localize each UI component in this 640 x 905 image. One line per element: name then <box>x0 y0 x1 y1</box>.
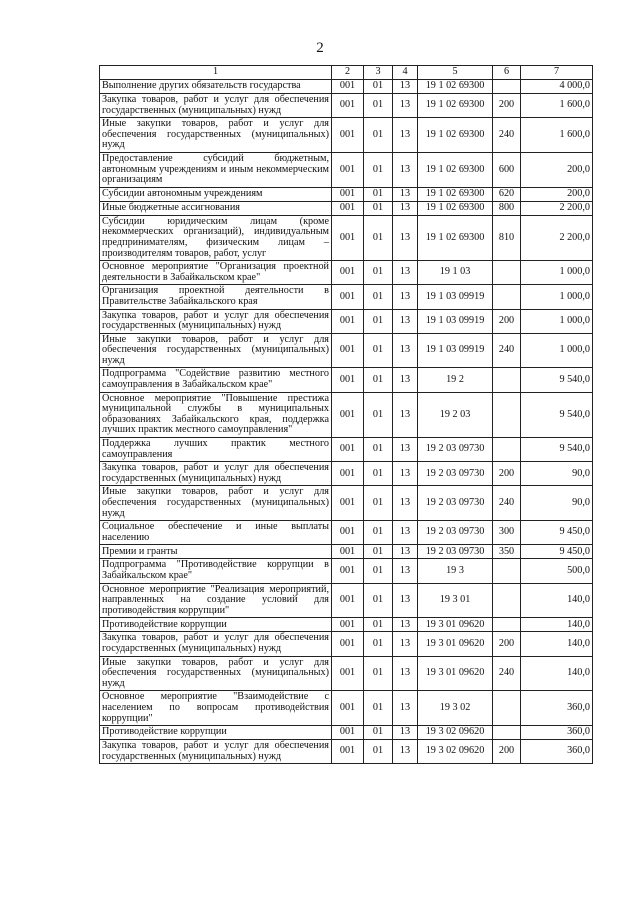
row-target-cell: 19 1 02 69300 <box>418 215 493 260</box>
row-target-cell: 19 2 03 09730 <box>418 486 493 521</box>
row-expense-type-cell: 200 <box>493 462 521 486</box>
row-code-cell: 001 <box>332 309 364 333</box>
row-section-cell: 01 <box>364 462 393 486</box>
row-code-cell: 001 <box>332 392 364 437</box>
row-name-cell: Иные закупки товаров, работ и услуг для обеспечения государственных (муниципальных) нужд <box>100 656 332 691</box>
table-row <box>100 521 593 545</box>
row-subsection-cell: 13 <box>393 215 418 260</box>
row-code-cell: 001 <box>332 118 364 153</box>
row-name-cell: Противодействие коррупции <box>100 726 332 740</box>
row-amount-cell: 1 000,0 <box>521 285 593 309</box>
column-header: 4 <box>393 66 418 80</box>
row-code-cell: 001 <box>332 462 364 486</box>
row-target-cell: 19 3 02 09620 <box>418 740 493 764</box>
table-row <box>100 545 593 559</box>
row-amount-cell: 140,0 <box>521 618 593 632</box>
row-name-cell: Подпрограмма "Содействие развитию местного самоуправления в Забайкальском крае" <box>100 368 332 392</box>
row-section-cell: 01 <box>364 215 393 260</box>
row-target-cell: 19 2 03 09730 <box>418 462 493 486</box>
row-section-cell: 01 <box>364 152 393 187</box>
row-section-cell: 01 <box>364 187 393 201</box>
column-header: 7 <box>521 66 593 80</box>
row-name-cell: Закупка товаров, работ и услуг для обеспечения государственных (муниципальных) нужд <box>100 632 332 656</box>
row-target-cell: 19 2 <box>418 368 493 392</box>
row-code-cell: 001 <box>332 726 364 740</box>
row-code-cell: 001 <box>332 521 364 545</box>
row-subsection-cell: 13 <box>393 309 418 333</box>
row-target-cell: 19 1 03 09919 <box>418 285 493 309</box>
column-header: 1 <box>100 66 332 80</box>
row-section-cell: 01 <box>364 521 393 545</box>
row-amount-cell: 1 600,0 <box>521 118 593 153</box>
row-target-cell: 19 3 01 <box>418 583 493 618</box>
table-row <box>100 215 593 260</box>
budget-table <box>99 65 593 764</box>
row-expense-type-cell: 200 <box>493 740 521 764</box>
row-name-cell: Закупка товаров, работ и услуг для обеспечения государственных (муниципальных) нужд <box>100 309 332 333</box>
row-amount-cell: 9 540,0 <box>521 368 593 392</box>
table-row <box>100 632 593 656</box>
row-code-cell: 001 <box>332 438 364 462</box>
table-row <box>100 80 593 94</box>
row-name-cell: Основное мероприятие "Организация проектной деятельности в Забайкальском крае" <box>100 261 332 285</box>
row-name-cell: Премии и гранты <box>100 545 332 559</box>
row-target-cell: 19 3 <box>418 559 493 583</box>
row-name-cell: Иные бюджетные ассигнования <box>100 201 332 215</box>
row-name-cell: Поддержка лучших практик местного самоуправления <box>100 438 332 462</box>
table-header-row <box>100 66 593 80</box>
row-section-cell: 01 <box>364 368 393 392</box>
row-code-cell: 001 <box>332 80 364 94</box>
table-row <box>100 559 593 583</box>
row-code-cell: 001 <box>332 545 364 559</box>
row-expense-type-cell <box>493 368 521 392</box>
row-expense-type-cell: 240 <box>493 118 521 153</box>
row-code-cell: 001 <box>332 261 364 285</box>
table-row <box>100 691 593 726</box>
row-name-cell: Субсидии юридическим лицам (кроме некоммерческих организаций), индивидуальным предпринимателям, физическим лицам – производителям товаров, работ, услуг <box>100 215 332 260</box>
row-target-cell: 19 2 03 <box>418 392 493 437</box>
row-target-cell: 19 1 03 09919 <box>418 309 493 333</box>
row-amount-cell: 9 450,0 <box>521 521 593 545</box>
row-section-cell: 01 <box>364 392 393 437</box>
row-section-cell: 01 <box>364 80 393 94</box>
row-amount-cell: 90,0 <box>521 462 593 486</box>
row-subsection-cell: 13 <box>393 486 418 521</box>
row-target-cell: 19 1 02 69300 <box>418 118 493 153</box>
column-header: 5 <box>418 66 493 80</box>
table-row <box>100 201 593 215</box>
row-expense-type-cell: 240 <box>493 333 521 368</box>
row-section-cell: 01 <box>364 545 393 559</box>
table-row <box>100 187 593 201</box>
row-subsection-cell: 13 <box>393 545 418 559</box>
row-target-cell: 19 1 03 <box>418 261 493 285</box>
row-target-cell: 19 1 02 69300 <box>418 80 493 94</box>
row-target-cell: 19 3 01 09620 <box>418 618 493 632</box>
row-subsection-cell: 13 <box>393 740 418 764</box>
row-section-cell: 01 <box>364 486 393 521</box>
row-name-cell: Иные закупки товаров, работ и услуг для обеспечения государственных (муниципальных) нужд <box>100 333 332 368</box>
row-expense-type-cell: 200 <box>493 94 521 118</box>
row-expense-type-cell: 810 <box>493 215 521 260</box>
row-subsection-cell: 13 <box>393 691 418 726</box>
row-subsection-cell: 13 <box>393 261 418 285</box>
row-expense-type-cell <box>493 80 521 94</box>
table-row <box>100 392 593 437</box>
row-subsection-cell: 13 <box>393 152 418 187</box>
row-section-cell: 01 <box>364 438 393 462</box>
row-amount-cell: 2 200,0 <box>521 215 593 260</box>
row-name-cell: Основное мероприятие "Повышение престижа муниципальной службы в муниципальных образованиях Забайкальского края, поддержка лучших практик местного самоуправления" <box>100 392 332 437</box>
row-expense-type-cell <box>493 559 521 583</box>
row-subsection-cell: 13 <box>393 368 418 392</box>
row-expense-type-cell <box>493 438 521 462</box>
row-section-cell: 01 <box>364 618 393 632</box>
row-target-cell: 19 1 03 09919 <box>418 333 493 368</box>
row-name-cell: Основное мероприятие "Реализация мероприятий, направленных на создание условий для противодействия коррупции" <box>100 583 332 618</box>
row-code-cell: 001 <box>332 285 364 309</box>
row-section-cell: 01 <box>364 118 393 153</box>
row-section-cell: 01 <box>364 632 393 656</box>
table-row <box>100 740 593 764</box>
row-code-cell: 001 <box>332 215 364 260</box>
row-code-cell: 001 <box>332 740 364 764</box>
row-target-cell: 19 3 01 09620 <box>418 656 493 691</box>
table-row <box>100 438 593 462</box>
row-name-cell: Субсидии автономным учреждениям <box>100 187 332 201</box>
row-subsection-cell: 13 <box>393 80 418 94</box>
row-target-cell: 19 3 02 <box>418 691 493 726</box>
row-subsection-cell: 13 <box>393 632 418 656</box>
row-name-cell: Закупка товаров, работ и услуг для обеспечения государственных (муниципальных) нужд <box>100 94 332 118</box>
row-code-cell: 001 <box>332 656 364 691</box>
row-expense-type-cell: 620 <box>493 187 521 201</box>
row-name-cell: Подпрограмма "Противодействие коррупции в Забайкальском крае" <box>100 559 332 583</box>
row-amount-cell: 2 200,0 <box>521 201 593 215</box>
row-amount-cell: 360,0 <box>521 691 593 726</box>
row-amount-cell: 360,0 <box>521 740 593 764</box>
row-code-cell: 001 <box>332 94 364 118</box>
table-row <box>100 726 593 740</box>
row-expense-type-cell: 600 <box>493 152 521 187</box>
page-number: 2 <box>316 40 324 56</box>
row-subsection-cell: 13 <box>393 462 418 486</box>
row-expense-type-cell: 240 <box>493 486 521 521</box>
row-amount-cell: 1 000,0 <box>521 333 593 368</box>
row-amount-cell: 500,0 <box>521 559 593 583</box>
row-target-cell: 19 3 01 09620 <box>418 632 493 656</box>
row-subsection-cell: 13 <box>393 392 418 437</box>
row-amount-cell: 9 450,0 <box>521 545 593 559</box>
row-code-cell: 001 <box>332 201 364 215</box>
row-name-cell: Социальное обеспечение и иные выплаты населению <box>100 521 332 545</box>
row-code-cell: 001 <box>332 691 364 726</box>
row-expense-type-cell <box>493 691 521 726</box>
row-subsection-cell: 13 <box>393 656 418 691</box>
row-amount-cell: 200,0 <box>521 187 593 201</box>
table-row <box>100 486 593 521</box>
row-section-cell: 01 <box>364 740 393 764</box>
row-section-cell: 01 <box>364 261 393 285</box>
table-row <box>100 152 593 187</box>
row-expense-type-cell <box>493 285 521 309</box>
row-expense-type-cell: 200 <box>493 309 521 333</box>
row-amount-cell: 90,0 <box>521 486 593 521</box>
row-name-cell: Противодействие коррупции <box>100 618 332 632</box>
row-section-cell: 01 <box>364 691 393 726</box>
row-expense-type-cell <box>493 726 521 740</box>
row-expense-type-cell: 800 <box>493 201 521 215</box>
column-header: 6 <box>493 66 521 80</box>
row-section-cell: 01 <box>364 333 393 368</box>
row-amount-cell: 1 000,0 <box>521 261 593 285</box>
row-expense-type-cell: 240 <box>493 656 521 691</box>
row-expense-type-cell <box>493 583 521 618</box>
row-name-cell: Закупка товаров, работ и услуг для обеспечения государственных (муниципальных) нужд <box>100 740 332 764</box>
row-subsection-cell: 13 <box>393 94 418 118</box>
row-expense-type-cell: 200 <box>493 632 521 656</box>
row-section-cell: 01 <box>364 94 393 118</box>
row-amount-cell: 140,0 <box>521 583 593 618</box>
row-section-cell: 01 <box>364 285 393 309</box>
table-row <box>100 368 593 392</box>
row-code-cell: 001 <box>332 333 364 368</box>
row-code-cell: 001 <box>332 583 364 618</box>
row-subsection-cell: 13 <box>393 187 418 201</box>
row-code-cell: 001 <box>332 632 364 656</box>
row-code-cell: 001 <box>332 368 364 392</box>
row-section-cell: 01 <box>364 201 393 215</box>
row-section-cell: 01 <box>364 559 393 583</box>
row-target-cell: 19 1 02 69300 <box>418 187 493 201</box>
row-amount-cell: 1 600,0 <box>521 94 593 118</box>
row-subsection-cell: 13 <box>393 333 418 368</box>
column-header: 2 <box>332 66 364 80</box>
table-row <box>100 656 593 691</box>
row-target-cell: 19 2 03 09730 <box>418 545 493 559</box>
row-expense-type-cell: 300 <box>493 521 521 545</box>
table-row <box>100 618 593 632</box>
row-expense-type-cell: 350 <box>493 545 521 559</box>
table-row <box>100 94 593 118</box>
row-subsection-cell: 13 <box>393 285 418 309</box>
table-row <box>100 583 593 618</box>
table-row <box>100 462 593 486</box>
row-target-cell: 19 1 02 69300 <box>418 94 493 118</box>
row-name-cell: Иные закупки товаров, работ и услуг для обеспечения государственных (муниципальных) нужд <box>100 118 332 153</box>
row-section-cell: 01 <box>364 656 393 691</box>
row-subsection-cell: 13 <box>393 521 418 545</box>
row-section-cell: 01 <box>364 583 393 618</box>
row-section-cell: 01 <box>364 309 393 333</box>
row-code-cell: 001 <box>332 486 364 521</box>
row-code-cell: 001 <box>332 187 364 201</box>
row-code-cell: 001 <box>332 618 364 632</box>
row-amount-cell: 9 540,0 <box>521 438 593 462</box>
row-subsection-cell: 13 <box>393 559 418 583</box>
row-subsection-cell: 13 <box>393 618 418 632</box>
row-subsection-cell: 13 <box>393 726 418 740</box>
table-row <box>100 118 593 153</box>
row-expense-type-cell <box>493 261 521 285</box>
row-subsection-cell: 13 <box>393 201 418 215</box>
row-subsection-cell: 13 <box>393 583 418 618</box>
table-row <box>100 309 593 333</box>
column-header: 3 <box>364 66 393 80</box>
table-row <box>100 285 593 309</box>
row-target-cell: 19 1 02 69300 <box>418 152 493 187</box>
row-name-cell: Иные закупки товаров, работ и услуг для обеспечения государственных (муниципальных) нужд <box>100 486 332 521</box>
row-amount-cell: 140,0 <box>521 656 593 691</box>
row-target-cell: 19 2 03 09730 <box>418 438 493 462</box>
row-expense-type-cell <box>493 618 521 632</box>
row-amount-cell: 4 000,0 <box>521 80 593 94</box>
row-expense-type-cell <box>493 392 521 437</box>
row-name-cell: Основное мероприятие "Взаимодействие с населением по вопросам противодействия коррупции" <box>100 691 332 726</box>
row-amount-cell: 9 540,0 <box>521 392 593 437</box>
row-name-cell: Выполнение других обязательств государства <box>100 80 332 94</box>
row-amount-cell: 360,0 <box>521 726 593 740</box>
row-section-cell: 01 <box>364 726 393 740</box>
table-row <box>100 333 593 368</box>
row-name-cell: Предоставление субсидий бюджетным, автономным учреждениям и иным некоммерческим организациям <box>100 152 332 187</box>
row-name-cell: Закупка товаров, работ и услуг для обеспечения государственных (муниципальных) нужд <box>100 462 332 486</box>
row-amount-cell: 1 000,0 <box>521 309 593 333</box>
row-amount-cell: 200,0 <box>521 152 593 187</box>
row-amount-cell: 140,0 <box>521 632 593 656</box>
row-target-cell: 19 2 03 09730 <box>418 521 493 545</box>
row-code-cell: 001 <box>332 559 364 583</box>
table-row <box>100 261 593 285</box>
row-target-cell: 19 1 02 69300 <box>418 201 493 215</box>
row-target-cell: 19 3 02 09620 <box>418 726 493 740</box>
row-name-cell: Организация проектной деятельности в Правительстве Забайкальского края <box>100 285 332 309</box>
row-subsection-cell: 13 <box>393 118 418 153</box>
row-subsection-cell: 13 <box>393 438 418 462</box>
row-code-cell: 001 <box>332 152 364 187</box>
